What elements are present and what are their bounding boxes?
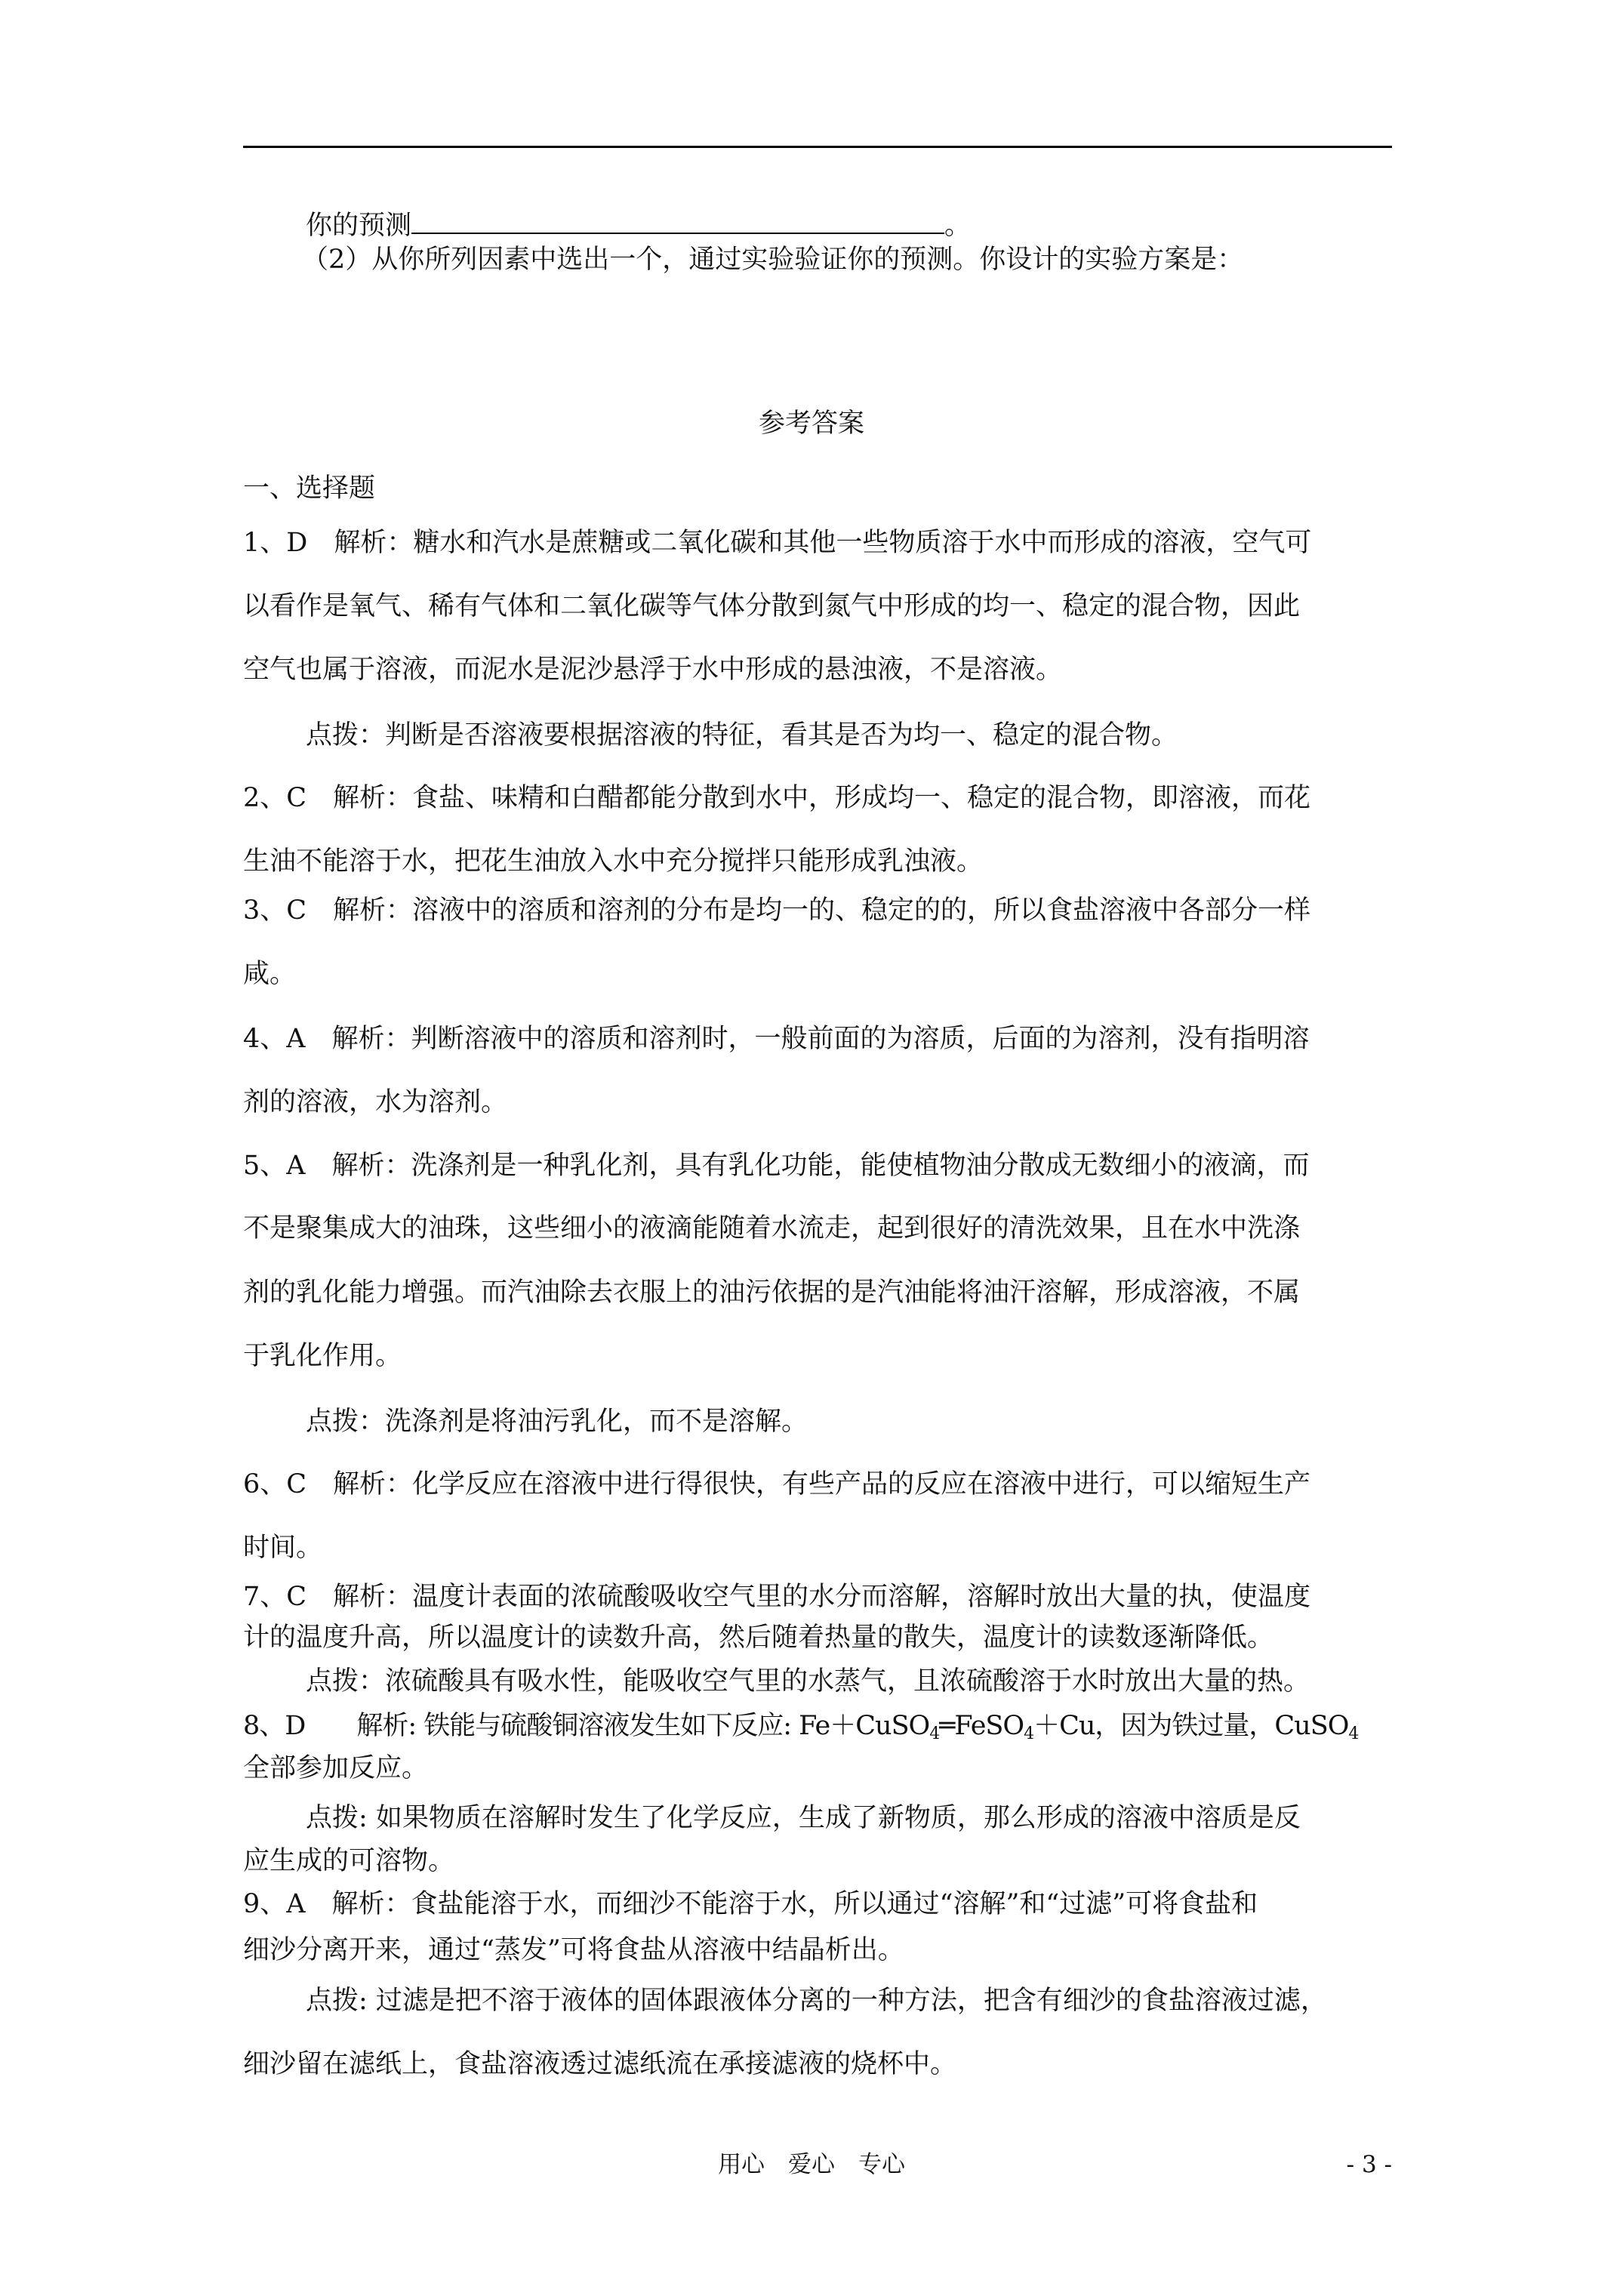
answer-5-line-1: 5、A 解析：洗涤剂是一种乳化剂，具有乳化功能，能使植物油分散成无数细小的液滴，而 — [243, 1151, 1310, 1181]
answer-6-line-2: 时间。 — [243, 1533, 323, 1563]
answer-title: 参考答案 — [758, 408, 864, 439]
footer-motto: 用心 爱心 专心 — [718, 2151, 905, 2178]
answer-8-line-1: 8、D 解析: 铁能与硫酸铜溶液发生如下反应: Fe＋CuSO$_4$═FeSO$_4$＋Cu，因为铁过量，CuSO$_4$ — [243, 1711, 1359, 1743]
answer-1-line-1: 1、D 解析：糖水和汽水是蔗糖或二氧化碳和其他一些物质溶于水中而形成的溶液，空气可 — [243, 528, 1312, 558]
prediction-line: 你的预测 。 — [306, 205, 971, 239]
answer-1-tip: 点拨：判断是否溶液要根据溶液的特征，看其是否为均一、稳定的混合物。 — [306, 720, 1178, 750]
answer-2-line-1: 2、C 解析：食盐、味精和白醋都能分散到水中，形成均一、稳定的混合物，即溶液，而花 — [243, 783, 1311, 813]
answer-5-line-3: 剂的乳化能力增强。而汽油除去衣服上的油污依据的是汽油能将油汗溶解，形成溶液，不属 — [243, 1277, 1301, 1308]
answer-9-line-1: 9、A 解析：食盐能溶于水，而细沙不能溶于水，所以通过“溶解”和“过滤”可将食盐和 — [243, 1889, 1258, 1919]
answer-8-line-2: 全部参加反应。 — [243, 1753, 429, 1783]
answer-2-line-2: 生油不能溶于水，把花生油放入水中充分搅拌只能形成乳浊液。 — [243, 846, 984, 877]
answer-8-tip-line-1: 点拨: 如果物质在溶解时发生了化学反应，生成了新物质，那么形成的溶液中溶质是反 — [306, 1803, 1301, 1833]
page-number: - 3 - — [1346, 2151, 1392, 2178]
answer-8-tip-line-2: 应生成的可溶物。 — [243, 1846, 455, 1876]
answer-5-tip: 点拨：洗涤剂是将油污乳化，而不是溶解。 — [306, 1407, 808, 1437]
answer-7-line-2: 计的温度升高，所以温度计的读数升高，然后随着热量的散失，温度计的读数逐渐降低。 — [243, 1623, 1274, 1653]
answer-3-line-2: 咸。 — [243, 959, 297, 989]
answer-1-line-2: 以看作是氧气、稀有气体和二氧化碳等气体分散到氮气中形成的均一、稳定的混合物，因此 — [243, 591, 1301, 621]
answer-5-line-2: 不是聚集成大的油珠，这些细小的液滴能随着水流走，起到很好的清洗效果，且在水中洗涤 — [243, 1213, 1301, 1244]
answer-7-line-1: 7、C 解析：温度计表面的浓硫酸吸收空气里的水分而溶解，溶解时放出大量的执，使温度 — [243, 1582, 1311, 1612]
question-item-2: （2）从你所列因素中选出一个，通过实验验证你的预测。你设计的实验方案是： — [302, 245, 1244, 275]
answer-7-tip: 点拨：浓硫酸具有吸水性，能吸收空气里的水蒸气，且浓硫酸溶于水时放出大量的热。 — [306, 1666, 1310, 1697]
answer-6-line-1: 6、C 解析：化学反应在溶液中进行得很快，有些产品的反应在溶液中进行，可以缩短生产 — [243, 1469, 1311, 1499]
prediction-label: 你的预测 — [306, 211, 412, 241]
answer-9-tip-line-2: 细沙留在滤纸上，食盐溶液透过滤纸流在承接滤液的烧杯中。 — [243, 2049, 957, 2079]
answer-9-tip-line-1: 点拨: 过滤是把不溶于液体的固体跟液体分离的一种方法，把含有细沙的食盐溶液过滤， — [306, 1986, 1327, 2016]
header-rule — [243, 146, 1392, 148]
section-heading: 一、选择题 — [243, 473, 376, 504]
answer-9-line-2: 细沙分离开来，通过“蒸发”可将食盐从溶液中结晶析出。 — [243, 1935, 904, 1965]
answer-4-line-1: 4、A 解析：判断溶液中的溶质和溶剂时，一般前面的为溶质，后面的为溶剂，没有指明溶 — [243, 1024, 1310, 1054]
answer-4-line-2: 剂的溶液，水为溶剂。 — [243, 1087, 508, 1117]
answer-1-line-3: 空气也属于溶液，而泥水是泥沙悬浮于水中形成的悬浊液，不是溶液。 — [243, 655, 1063, 685]
answer-blank[interactable] — [411, 205, 944, 234]
answer-3-line-1: 3、C 解析：溶液中的溶质和溶剂的分布是均一的、稳定的的，所以食盐溶液中各部分一样 — [243, 895, 1311, 926]
answer-5-line-4: 于乳化作用。 — [243, 1341, 402, 1371]
